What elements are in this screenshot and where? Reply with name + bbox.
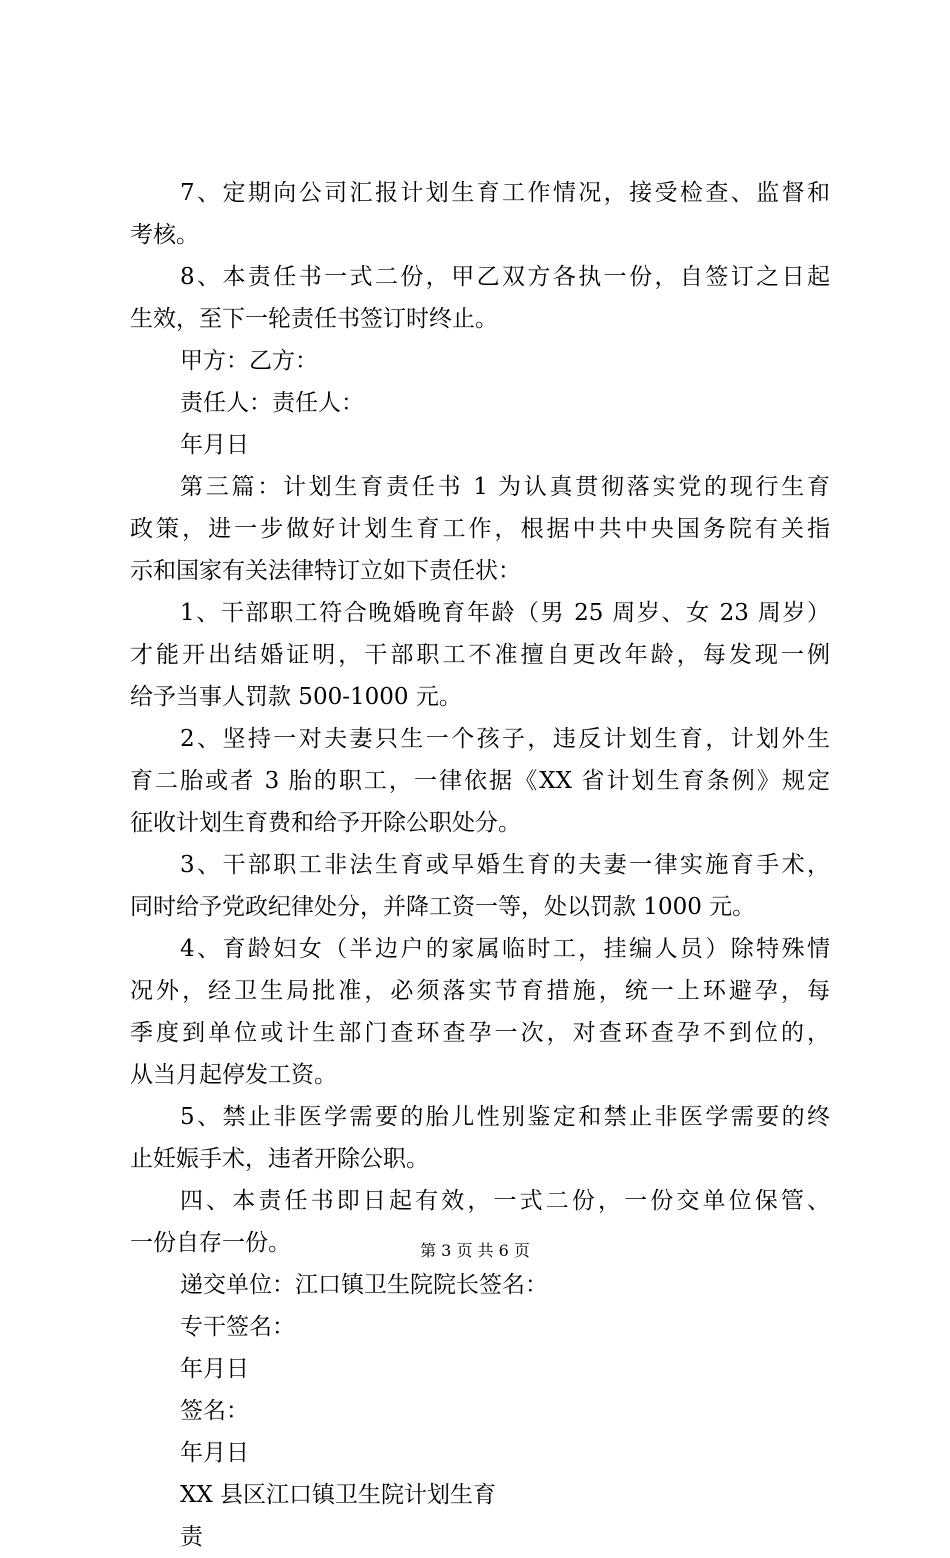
text-line: 第三篇：计划生育责任书 1 为认真贯彻落实党的现行生育: [180, 474, 830, 500]
text-line: 责任人：责任人：: [180, 390, 364, 416]
text-line: 示和国家有关法律特订立如下责任状：: [130, 558, 521, 584]
document-body: [130, 172, 830, 1558]
text-line: 4、育龄妇女（半边户的家属临时工，挂编人员）除特殊情: [180, 936, 830, 962]
text-line: 年月日: [180, 1356, 249, 1382]
text-line: 甲方：乙方：: [180, 348, 318, 374]
text-line: 年月日: [180, 1440, 249, 1466]
page-footer: 第 3 页 共 6 页: [420, 1241, 530, 1260]
text-line: 责: [180, 1524, 203, 1550]
text-line: 3、干部职工非法生育或早婚生育的夫妻一律实施育手术，: [180, 852, 830, 878]
text-line: 给予当事人罚款 500-1000 元。: [130, 684, 462, 710]
text-line: 四、本责任书即日起有效，一式二份，一份交单位保管、: [180, 1188, 830, 1214]
text-line: 8、本责任书一式二份，甲乙双方各执一份，自签订之日起: [180, 264, 830, 290]
text-line: 专干签名：: [180, 1314, 295, 1340]
text-line: 签名：: [180, 1398, 249, 1424]
text-line: XX 县区江口镇卫生院计划生育: [180, 1482, 497, 1508]
text-line: 生效，至下一轮责任书签订时终止。: [130, 306, 498, 332]
text-line: 同时给予党政纪律处分，并降工资一等，处以罚款 1000 元。: [130, 894, 756, 920]
text-line: 育二胎或者 3 胎的职工，一律依据《XX 省计划生育条例》规定: [130, 768, 830, 794]
text-line: 1、干部职工符合晚婚晚育年龄（男 25 周岁、女 23 周岁）: [180, 600, 830, 626]
text-line: 政策，进一步做好计划生育工作，根据中共中央国务院有关指: [130, 516, 830, 542]
text-line: 一份自存一份。: [130, 1230, 291, 1256]
text-line: 止妊娠手术，违者开除公职。: [130, 1146, 429, 1172]
text-line: 年月日: [180, 432, 249, 458]
text-line: 考核。: [130, 222, 199, 248]
text-line: 5、禁止非医学需要的胎儿性别鉴定和禁止非医学需要的终: [180, 1104, 830, 1130]
text-line: 7、定期向公司汇报计划生育工作情况，接受检查、监督和: [180, 180, 830, 206]
text-line: 2、坚持一对夫妻只生一个孩子，违反计划生育，计划外生: [180, 726, 830, 752]
text-line: 递交单位：江口镇卫生院院长签名：: [180, 1272, 548, 1298]
text-line: 季度到单位或计生部门查环查孕一次，对查环查孕不到位的，: [130, 1020, 830, 1046]
text-line: 才能开出结婚证明，干部职工不准擅自更改年龄，每发现一例: [130, 642, 830, 668]
text-line: 况外，经卫生局批准，必须落实节育措施，统一上环避孕，每: [130, 978, 830, 1004]
text-line: 征收计划生育费和给予开除公职处分。: [130, 810, 521, 836]
text-line: 从当月起停发工资。: [130, 1062, 337, 1088]
